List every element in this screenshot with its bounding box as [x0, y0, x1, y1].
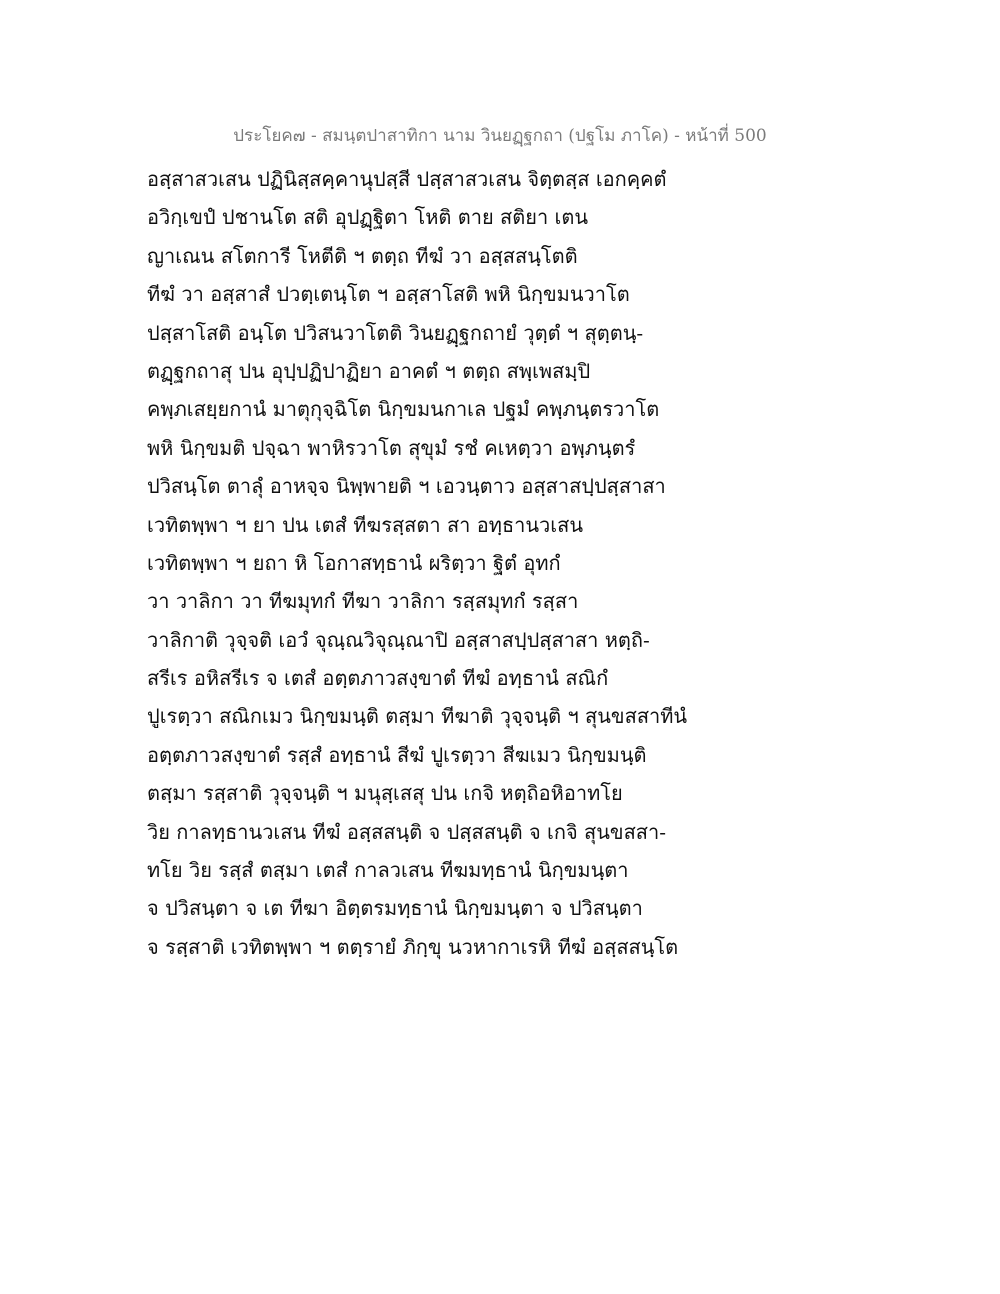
text-line: ปวิสนฺโต ตาลุํ อาหจฺจ นิพฺพายติ ฯ เอวนฺตาว อสฺสาสปฺปสฺสาสา	[147, 474, 666, 499]
text-line: สรีเร อหิสรีเร จ เตสํ อตฺตภาวสงฺขาตํ ทีฆํ อทฺธานํ สณิกํ	[147, 666, 609, 691]
text-line: จ รสฺสาติ เวทิตพฺพา ฯ ตตฺรายํ ภิกฺขุ นวหากาเรหิ ทีฆํ อสฺสสนฺโต	[147, 934, 679, 959]
text-line: ทโย วิย รสฺสํ ตสฺมา เตสํ กาลวเสน ทีฆมทฺธานํ นิกฺขมนฺตา	[147, 858, 629, 883]
text-line: เวทิตพฺพา ฯ ยถา หิ โอกาสทฺธานํ ผริตฺวา ฐิตํ อุทกํ	[147, 550, 561, 575]
text-line: อสฺสาสวเสน ปฏินิสฺสคฺคานุปสฺสี ปสฺสาสวเสน จิตฺตสฺส เอกคฺคตํ	[147, 167, 667, 191]
text-line: ญาเณน สโตการี โหตีติ ฯ ตตฺถ ทีฆํ วา อสฺสสนฺโตติ	[147, 243, 578, 268]
text-line: ทีฆํ วา อสฺสาสํ ปวตฺเตนฺโต ฯ อสฺสาโสติ พหิ นิกฺขมนวาโต	[147, 282, 630, 307]
text-line: ตสฺมา รสฺสาติ วุจฺจนฺติ ฯ มนุสฺเสสุ ปน เกจิ หตฺถิอหิอาทโย	[147, 781, 623, 806]
running-header	[0, 122, 1000, 149]
text-line: ปูเรตฺวา สณิกเมว นิกฺขมนฺติ ตสฺมา ทีฆาติ วุจฺจนฺติ ฯ สุนขสสาทีนํ	[147, 704, 688, 729]
text-line: คพฺภเสยฺยกานํ มาตุกุจฺฉิโต นิกฺขมนกาเล ปฐมํ คพฺภนฺตรวาโต	[147, 397, 660, 422]
text-line: ปสฺสาโสติ อนฺโต ปวิสนวาโตติ วินยฏฺฐกถายํ วุตฺตํ ฯ สุตฺตนฺ-	[147, 320, 644, 345]
text-line: วิย กาลทฺธานวเสน ทีฆํ อสฺสสนฺติ จ ปสฺสสนฺติ จ เกจิ สุนขสสา-	[147, 819, 666, 844]
header-title: ประโยค๗ - สมนฺตปาสาทิกา นาม วินยฏฺฐกถา (ปฐโม ภาโค) - หน้าที่	[233, 126, 729, 146]
text-line: พหิ นิกฺขมติ ปจฺฉา พาหิรวาโต สุขุมํ รชํ คเหตฺวา อพฺภนฺตรํ	[147, 435, 636, 460]
body-text	[147, 160, 867, 966]
text-line: อวิกฺเขปํ ปชานโต สติ อุปฏฺฐิตา โหติ ตาย สติยา เตน	[147, 205, 589, 230]
page-number: 500	[734, 126, 767, 146]
text-line: จ ปวิสนฺตา จ เต ทีฆา อิตฺตรมทฺธานํ นิกฺขมนฺตา จ ปวิสนฺตา	[147, 896, 643, 921]
text-line: ตฏฺฐกถาสุ ปน อุปฺปฏิปาฏิยา อาคตํ ฯ ตตฺถ สพฺเพสมฺปิ	[147, 358, 591, 383]
text-line: อตฺตภาวสงฺขาตํ รสฺสํ อทฺธานํ สีฆํ ปูเรตฺวา สีฆเมว นิกฺขมนฺติ	[147, 742, 647, 767]
text-line: วาลิกาติ วุจฺจติ เอวํ จุณฺณวิจุณฺณาปิ อสฺสาสปฺปสฺสาสา หตฺถิ-	[147, 627, 650, 652]
text-line: วา วาลิกา วา ทีฆมุทกํ ทีฆา วาลิกา รสฺสมุทกํ รสฺสา	[147, 589, 579, 614]
text-line: เวทิตพฺพา ฯ ยา ปน เตสํ ทีฆรสฺสตา สา อทฺธานวเสน	[147, 512, 584, 537]
